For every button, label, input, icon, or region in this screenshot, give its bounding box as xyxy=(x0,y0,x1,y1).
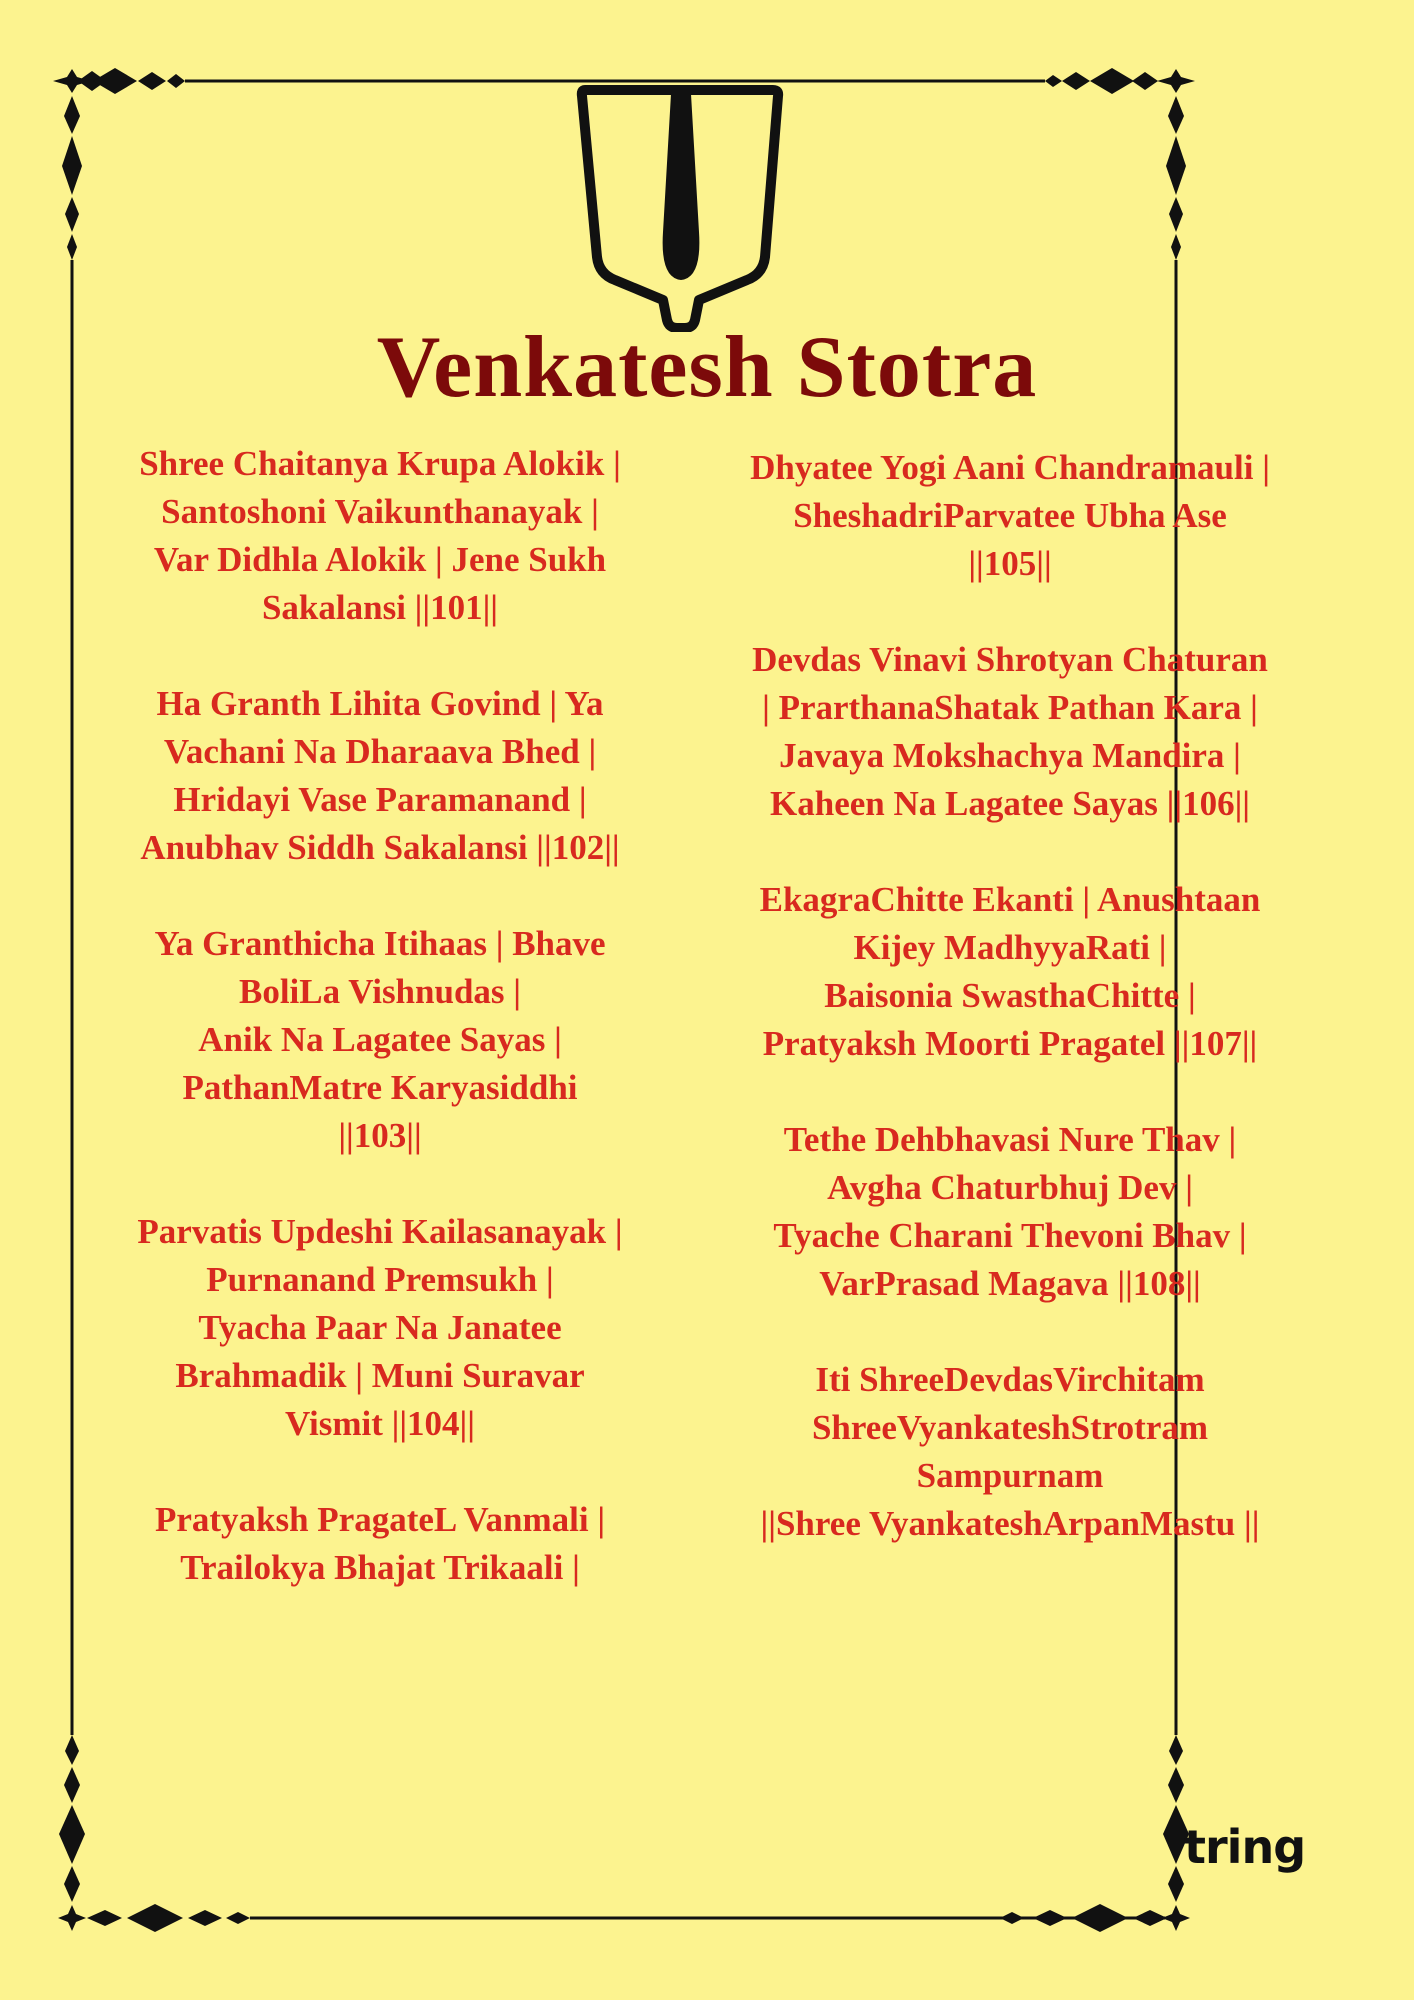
verse-line: Vismit ||104|| xyxy=(285,1404,475,1443)
verse-line: Brahmadik | Muni Suravar xyxy=(175,1356,585,1395)
verse-line: Anubhav Siddh Sakalansi ||102|| xyxy=(140,828,620,867)
verse-104 xyxy=(80,1208,680,1448)
verse-101 xyxy=(80,440,680,632)
verse-line: Hridayi Vase Paramanand | xyxy=(173,780,587,819)
verse-line: Vachani Na Dharaava Bhed | xyxy=(163,732,597,771)
verse-line: Sampurnam xyxy=(916,1456,1104,1495)
verse-line: EkagraChitte Ekanti | Anushtaan xyxy=(759,880,1261,919)
verse-line: BoliLa Vishnudas | xyxy=(238,972,522,1011)
verse-102 xyxy=(80,680,680,872)
verse-line: Pratyaksh PragateL Vanmali | xyxy=(154,1500,606,1539)
verse-108 xyxy=(700,1116,1320,1308)
verse-line: ||105|| xyxy=(968,544,1052,583)
brand-logo: tring xyxy=(1184,1820,1306,1874)
verse-line: Tyacha Paar Na Janatee xyxy=(198,1308,562,1347)
verse-line: Purnanand Premsukh | xyxy=(206,1260,554,1299)
tilak-namam-icon xyxy=(575,82,785,332)
verse-line: Tethe Dehbhavasi Nure Thav | xyxy=(783,1120,1237,1159)
verse-line: Ha Granth Lihita Govind | Ya xyxy=(156,684,604,723)
verse-line: Anik Na Lagatee Sayas | xyxy=(198,1020,562,1059)
verse-line: VarPrasad Magava ||108|| xyxy=(819,1264,1201,1303)
left-column xyxy=(80,440,680,1640)
right-column xyxy=(700,444,1320,1596)
verse-line: Avgha Chaturbhuj Dev | xyxy=(827,1168,1193,1207)
corner-ornament-bottom-left xyxy=(58,1735,250,1932)
verse-line: Baisonia SwasthaChitte | xyxy=(824,976,1196,1015)
closing-colophon xyxy=(700,1356,1320,1548)
verse-line: Devdas Vinavi Shrotyan Chaturan xyxy=(752,640,1268,679)
verse-106 xyxy=(700,636,1320,828)
page-title: Venkatesh Stotra xyxy=(376,319,1038,416)
verse-line: Tyache Charani Thevoni Bhav | xyxy=(773,1216,1247,1255)
verse-103 xyxy=(80,920,680,1160)
verse-line: Parvatis Updeshi Kailasanayak | xyxy=(137,1212,623,1251)
verse-line: SheshadriParvatee Ubha Ase xyxy=(793,496,1227,535)
verse-105 xyxy=(700,444,1320,588)
verse-line: Kaheen Na Lagatee Sayas ||106|| xyxy=(770,784,1250,823)
verse-line: ||103|| xyxy=(338,1116,422,1155)
verse-line: | PrarthanaShatak Pathan Kara | xyxy=(762,688,1258,727)
verse-line: ||Shree VyankateshArpanMastu || xyxy=(760,1504,1260,1543)
verse-107 xyxy=(700,876,1320,1068)
verse-continued xyxy=(80,1496,680,1592)
verse-line: Trailokya Bhajat Trikaali | xyxy=(180,1548,580,1587)
verse-line: Iti ShreeDevdasVirchitam xyxy=(815,1360,1205,1399)
corner-ornament-top-right xyxy=(1045,68,1195,260)
verse-line: Shree Chaitanya Krupa Alokik | xyxy=(139,444,621,483)
verse-line: Dhyatee Yogi Aani Chandramauli | xyxy=(750,448,1270,487)
verse-line: Kijey MadhyyaRati | xyxy=(853,928,1167,967)
verse-line: ShreeVyankateshStrotram xyxy=(811,1408,1209,1447)
verse-line: Sakalansi ||101|| xyxy=(261,588,499,627)
corner-ornament-top-left xyxy=(53,68,185,260)
verse-line: PathanMatre Karyasiddhi xyxy=(182,1068,578,1107)
verse-line: Var Didhla Alokik | Jene Sukh xyxy=(153,540,607,579)
verse-line: Ya Granthicha Itihaas | Bhave xyxy=(154,924,606,963)
corner-ornament-bottom-right xyxy=(1000,1735,1190,1932)
verse-line: Santoshoni Vaikunthanayak | xyxy=(161,492,599,531)
verse-line: Pratyaksh Moorti Pragatel ||107|| xyxy=(762,1024,1258,1063)
verse-line: Javaya Mokshachya Mandira | xyxy=(779,736,1241,775)
